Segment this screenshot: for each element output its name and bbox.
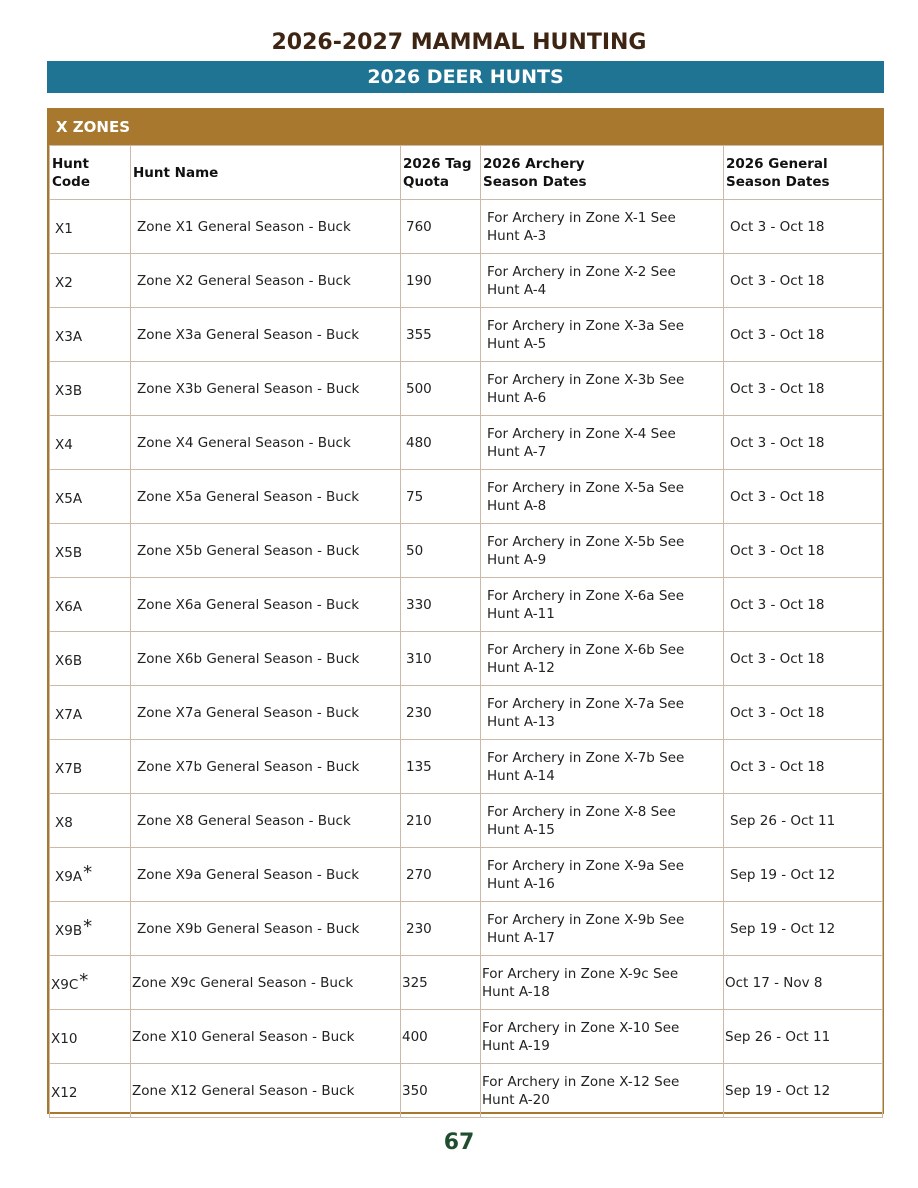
table-row [50,254,883,308]
hunt-name-cell: Zone X9b General Season - Buck [131,902,401,956]
table-row [50,1064,883,1118]
general-dates-cell: Oct 3 - Oct 18 [724,416,883,470]
archery-dates-cell: For Archery in Zone X-1 See Hunt A-3 [481,200,724,254]
general-dates-cell: Oct 3 - Oct 18 [724,254,883,308]
table-row [50,956,883,1010]
archery-dates-cell: For Archery in Zone X-7b See Hunt A-14 [481,740,724,794]
hunt-name-cell: Zone X7b General Season - Buck [131,740,401,794]
hunt-code-cell [50,362,131,416]
hunt-code-cell [50,632,131,686]
hunt-code-cell [50,848,131,902]
hunt-code: X6B [55,652,83,669]
general-dates-cell: Oct 3 - Oct 18 [724,632,883,686]
hunt-name-cell: Zone X9c General Season - Buck [131,956,401,1010]
archery-dates-cell: For Archery in Zone X-3b See Hunt A-6 [481,362,724,416]
hunt-code: X5A [55,490,83,507]
general-dates-cell: Oct 3 - Oct 18 [724,686,883,740]
table-row [50,740,883,794]
table-row [50,308,883,362]
tag-quota-cell: 230 [401,902,481,956]
general-dates-cell: Oct 17 - Nov 8 [724,956,883,1010]
hunt-code: X12 [51,1084,78,1101]
tag-quota-cell: 480 [401,416,481,470]
page-number: 67 [443,1130,475,1155]
hunt-name-cell: Zone X1 General Season - Buck [131,200,401,254]
hunt-code-cell [50,470,131,524]
archery-dates-cell: For Archery in Zone X-9c See Hunt A-18 [481,956,724,1010]
hunt-code-cell [50,956,131,1010]
hunt-code-cell [50,794,131,848]
table-row [50,848,883,902]
hunt-code: X7A [55,706,83,723]
hunt-name-cell: Zone X5b General Season - Buck [131,524,401,578]
hunt-code: X5B [55,544,83,561]
hunt-code: X3B [55,382,83,399]
hunt-name-cell: Zone X6a General Season - Buck [131,578,401,632]
hunt-code: X10 [51,1030,78,1047]
table-row [50,416,883,470]
table-row [50,902,883,956]
zone-header: X ZONES [49,110,882,145]
asterisk-mark: * [83,915,93,937]
hunt-name-cell: Zone X12 General Season - Buck [131,1064,401,1118]
archery-dates-cell: For Archery in Zone X-10 See Hunt A-19 [481,1010,724,1064]
tag-quota-cell: 135 [401,740,481,794]
header-general-dates: 2026 General Season Dates [724,146,883,200]
header-archery-dates: 2026 Archery Season Dates [481,146,724,200]
header-hunt-code: Hunt Code [50,146,131,200]
archery-dates-cell: For Archery in Zone X-12 See Hunt A-20 [481,1064,724,1118]
hunt-code-cell [50,686,131,740]
tag-quota-cell: 760 [401,200,481,254]
general-dates-cell: Oct 3 - Oct 18 [724,470,883,524]
tag-quota-cell: 230 [401,686,481,740]
tag-quota-cell: 355 [401,308,481,362]
hunt-code: X9A [55,868,83,885]
archery-dates-cell: For Archery in Zone X-5a See Hunt A-8 [481,470,724,524]
archery-dates-cell: For Archery in Zone X-2 See Hunt A-4 [481,254,724,308]
hunt-code-cell [50,1010,131,1064]
hunt-code-cell [50,1064,131,1118]
header-hunt-name: Hunt Name [131,146,401,200]
archery-dates-cell: For Archery in Zone X-7a See Hunt A-13 [481,686,724,740]
hunt-code-cell [50,200,131,254]
tag-quota-cell: 310 [401,632,481,686]
archery-dates-cell: For Archery in Zone X-4 See Hunt A-7 [481,416,724,470]
archery-dates-cell: For Archery in Zone X-6b See Hunt A-12 [481,632,724,686]
table-row [50,470,883,524]
hunt-code-cell [50,578,131,632]
hunt-code: X1 [55,220,73,237]
tag-quota-cell: 210 [401,794,481,848]
tag-quota-cell: 330 [401,578,481,632]
hunt-name-cell: Zone X4 General Season - Buck [131,416,401,470]
general-dates-cell: Sep 26 - Oct 11 [724,1010,883,1064]
section-banner: 2026 DEER HUNTS [47,61,884,93]
table-row [50,1010,883,1064]
hunt-code-cell [50,524,131,578]
hunt-code: X9C [51,976,79,993]
general-dates-cell: Oct 3 - Oct 18 [724,524,883,578]
hunt-code: X7B [55,760,83,777]
tag-quota-cell: 500 [401,362,481,416]
general-dates-cell: Oct 3 - Oct 18 [724,200,883,254]
hunt-name-cell: Zone X9a General Season - Buck [131,848,401,902]
tag-quota-cell: 190 [401,254,481,308]
hunt-name-cell: Zone X10 General Season - Buck [131,1010,401,1064]
hunt-name-cell: Zone X3b General Season - Buck [131,362,401,416]
hunt-name-cell: Zone X8 General Season - Buck [131,794,401,848]
table-row [50,362,883,416]
archery-dates-cell: For Archery in Zone X-9b See Hunt A-17 [481,902,724,956]
hunt-code-cell [50,902,131,956]
table-row [50,686,883,740]
table-row [50,578,883,632]
asterisk-mark: * [79,969,89,991]
general-dates-cell: Oct 3 - Oct 18 [724,740,883,794]
hunt-code: X8 [55,814,73,831]
hunt-name-cell: Zone X3a General Season - Buck [131,308,401,362]
table-row [50,524,883,578]
general-dates-cell: Sep 19 - Oct 12 [724,848,883,902]
table-row [50,632,883,686]
asterisk-mark: * [83,861,93,883]
tag-quota-cell: 325 [401,956,481,1010]
hunts-table [49,145,883,1118]
hunt-code: X9B [55,922,83,939]
general-dates-cell: Sep 19 - Oct 12 [724,902,883,956]
archery-dates-cell: For Archery in Zone X-8 See Hunt A-15 [481,794,724,848]
table-row [50,200,883,254]
hunt-code-cell [50,254,131,308]
header-row [50,146,883,200]
tag-quota-cell: 270 [401,848,481,902]
header-tag-quota: 2026 Tag Quota [401,146,481,200]
general-dates-cell: Oct 3 - Oct 18 [724,578,883,632]
tag-quota-cell: 50 [401,524,481,578]
archery-dates-cell: For Archery in Zone X-9a See Hunt A-16 [481,848,724,902]
hunt-code: X4 [55,436,73,453]
hunt-name-cell: Zone X7a General Season - Buck [131,686,401,740]
tag-quota-cell: 75 [401,470,481,524]
hunt-code-cell [50,416,131,470]
hunt-name-cell: Zone X2 General Season - Buck [131,254,401,308]
tag-quota-cell: 400 [401,1010,481,1064]
hunt-name-cell: Zone X5a General Season - Buck [131,470,401,524]
hunt-code-cell [50,740,131,794]
hunt-code-cell [50,308,131,362]
general-dates-cell: Sep 19 - Oct 12 [724,1064,883,1118]
tag-quota-cell: 350 [401,1064,481,1118]
archery-dates-cell: For Archery in Zone X-6a See Hunt A-11 [481,578,724,632]
hunt-code: X3A [55,328,83,345]
hunt-code: X6A [55,598,83,615]
general-dates-cell: Oct 3 - Oct 18 [724,362,883,416]
archery-dates-cell: For Archery in Zone X-5b See Hunt A-9 [481,524,724,578]
general-dates-cell: Sep 26 - Oct 11 [724,794,883,848]
hunt-name-cell: Zone X6b General Season - Buck [131,632,401,686]
hunts-table-container [47,108,884,1114]
archery-dates-cell: For Archery in Zone X-3a See Hunt A-5 [481,308,724,362]
hunt-code: X2 [55,274,73,291]
table-row [50,794,883,848]
general-dates-cell: Oct 3 - Oct 18 [724,308,883,362]
page-title: 2026-2027 MAMMAL HUNTING [271,30,647,55]
